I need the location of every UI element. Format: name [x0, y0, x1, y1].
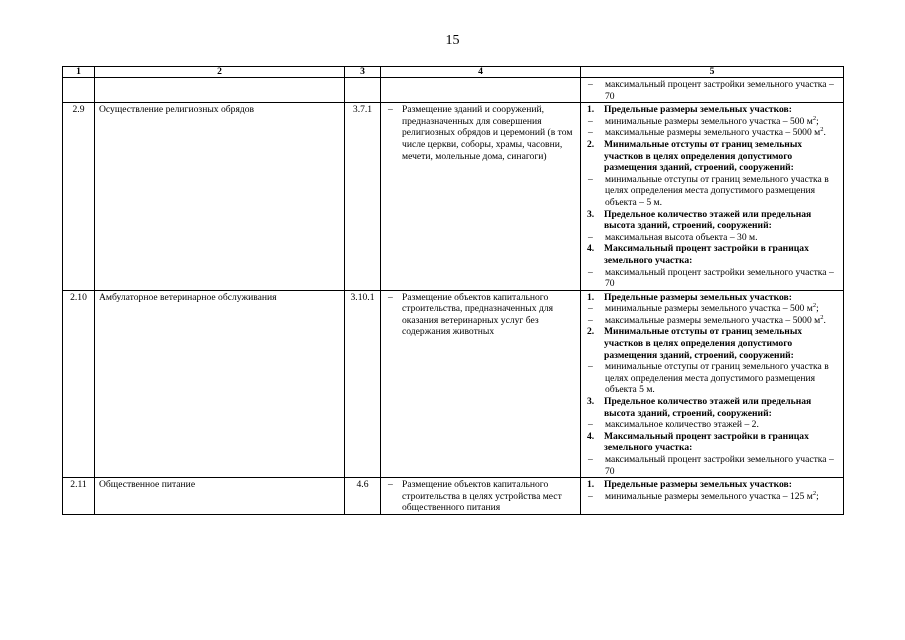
limit-number: 3.	[587, 208, 595, 220]
table-cell	[381, 78, 581, 103]
limit-number: 4.	[587, 243, 595, 255]
description-item	[385, 104, 576, 162]
header-cell: 3	[345, 67, 381, 78]
description-text: Размещение объектов капитального строительства, предназначенных для оказания ветеринарных услуг без содержания животных	[402, 291, 554, 338]
zoning-table	[62, 66, 844, 515]
limit-item-text: минимальные размеры земельного участка – 500 $м^2$;	[605, 114, 819, 127]
limit-heading	[585, 431, 839, 454]
table-cell	[95, 78, 345, 103]
dash-marker: –	[588, 490, 593, 502]
use-code-cell: 3.7.1	[345, 103, 381, 291]
table-cell	[345, 78, 381, 103]
limit-item	[585, 454, 839, 477]
row-number-cell: 2.11	[63, 478, 95, 515]
table-row	[63, 290, 844, 478]
header-cell: 2	[95, 67, 345, 78]
use-description-cell	[381, 103, 581, 291]
limit-heading	[585, 292, 839, 304]
superscript: 2	[812, 489, 817, 497]
limit-title: Предельное количество этажей или предельная высота зданий, строений, сооружений:	[604, 396, 812, 419]
row-number-cell: 2.10	[63, 290, 95, 478]
dash-marker: –	[588, 303, 593, 315]
table-header-row	[63, 67, 844, 78]
limit-title: Максимальный процент застройки в границах земельного участка:	[604, 430, 809, 454]
limit-item-text: максимальное количество этажей – 2.	[605, 419, 759, 431]
header-cell: 5	[581, 67, 844, 78]
superscript: 2	[812, 114, 817, 122]
continuation-row	[63, 78, 844, 103]
dash-marker: –	[588, 314, 593, 326]
limit-title: Предельное количество этажей или предельная высота зданий, строений, сооружений:	[604, 208, 812, 232]
limit-title: Предельные размеры земельных участков:	[604, 291, 792, 303]
dash-marker: –	[388, 104, 393, 116]
limits-cell	[581, 290, 844, 478]
limit-item	[585, 267, 839, 290]
limit-item-text: минимальные размеры земельного участка – 500 $м^2$;	[605, 302, 819, 315]
dash-marker: –	[588, 127, 593, 139]
limit-item	[585, 315, 839, 327]
limit-item-text: минимальные отступы от границ земельного участка в целях определения места допустимого размещения объекта 5 м.	[605, 361, 829, 396]
limit-item	[585, 79, 839, 102]
limit-item	[585, 419, 839, 431]
limit-item-text: максимальный процент застройки земельного участка – 70	[605, 79, 834, 102]
use-code-cell: 3.10.1	[345, 290, 381, 478]
limit-item	[585, 361, 839, 396]
use-name-cell: Общественное питание	[95, 478, 345, 515]
limit-heading	[585, 243, 839, 266]
use-description-cell	[381, 290, 581, 478]
limit-heading	[585, 209, 839, 232]
limit-heading	[585, 326, 839, 361]
use-description-cell	[381, 478, 581, 515]
limit-item	[585, 232, 839, 244]
row-number-cell: 2.9	[63, 103, 95, 291]
limits-cell	[581, 78, 844, 103]
limit-item	[585, 174, 839, 209]
superscript: 2	[820, 313, 824, 321]
limits-cell	[581, 478, 844, 515]
limit-heading	[585, 479, 839, 491]
limit-item-text: максимальная высота объекта – 30 м.	[605, 231, 758, 243]
description-text: Размещение объектов капитального строительства в целях устройства мест общественного питания	[402, 479, 562, 514]
limit-number: 1.	[587, 104, 595, 116]
limit-number: 4.	[587, 430, 595, 442]
limit-item-text: минимальные размеры земельного участка – 125 $м^2$;	[605, 489, 819, 502]
limit-heading	[585, 104, 839, 116]
dash-marker: –	[588, 79, 593, 90]
limit-number: 3.	[587, 396, 595, 408]
limit-item	[585, 127, 839, 139]
limits-cell	[581, 103, 844, 291]
superscript: 2	[812, 302, 817, 310]
limit-item-text: максимальные размеры земельного участка – 5000 $м^2$.	[605, 126, 826, 139]
dash-marker: –	[388, 291, 393, 303]
dash-marker: –	[588, 419, 593, 431]
limit-title: Минимальные отступы от границ земельных участков в целях определения допустимого размещения зданий, строений, сооружений:	[604, 138, 803, 174]
limit-number: 1.	[587, 479, 595, 491]
limit-item-text: максимальный процент застройки земельного участка – 70	[605, 266, 834, 290]
limit-number: 1.	[587, 291, 595, 303]
dash-marker: –	[588, 115, 593, 127]
limit-number: 2.	[587, 326, 595, 338]
superscript: 2	[820, 126, 824, 134]
limit-item	[585, 116, 839, 128]
description-text: Размещение зданий и сооружений, предназначенных для совершения религиозных обрядов и церемоний (в том числе церкви, соборы, храмы, часовни, мечети, молельные дома, синагоги)	[402, 104, 573, 162]
limit-number: 2.	[587, 138, 595, 150]
table-cell	[63, 78, 95, 103]
description-item	[385, 479, 576, 514]
table-row	[63, 103, 844, 291]
dash-marker: –	[388, 479, 393, 491]
dash-marker: –	[588, 454, 593, 465]
limit-title: Предельные размеры земельных участков:	[604, 104, 792, 116]
table-row	[63, 478, 844, 515]
limit-title: Предельные размеры земельных участков:	[604, 479, 792, 491]
page-number: 15	[445, 33, 460, 48]
dash-marker: –	[588, 173, 593, 185]
limit-item-text: максимальный процент застройки земельного участка – 70	[605, 454, 834, 477]
limit-item-text: минимальные отступы от границ земельного участка в целях определения места допустимого размещения объекта – 5 м.	[605, 173, 829, 208]
limit-title: Максимальный процент застройки в границах земельного участка:	[604, 243, 809, 266]
limit-heading	[585, 139, 839, 174]
limit-item	[585, 303, 839, 315]
use-code-cell: 4.6	[345, 478, 381, 515]
use-name-cell: Осуществление религиозных обрядов	[95, 103, 345, 291]
header-cell: 4	[381, 67, 581, 78]
description-item	[385, 292, 576, 338]
limit-heading	[585, 396, 839, 419]
limit-title: Минимальные отступы от границ земельных участков в целях определения допустимого размещения зданий, строений, сооружений:	[604, 326, 803, 361]
limit-item	[585, 491, 839, 503]
header-cell: 1	[63, 67, 95, 78]
use-name-cell: Амбулаторное ветеринарное обслуживания	[95, 290, 345, 478]
dash-marker: –	[588, 266, 593, 278]
limit-item-text: максимальные размеры земельного участка – 5000 $м^2$.	[605, 313, 826, 326]
dash-marker: –	[588, 361, 593, 373]
dash-marker: –	[588, 231, 593, 243]
